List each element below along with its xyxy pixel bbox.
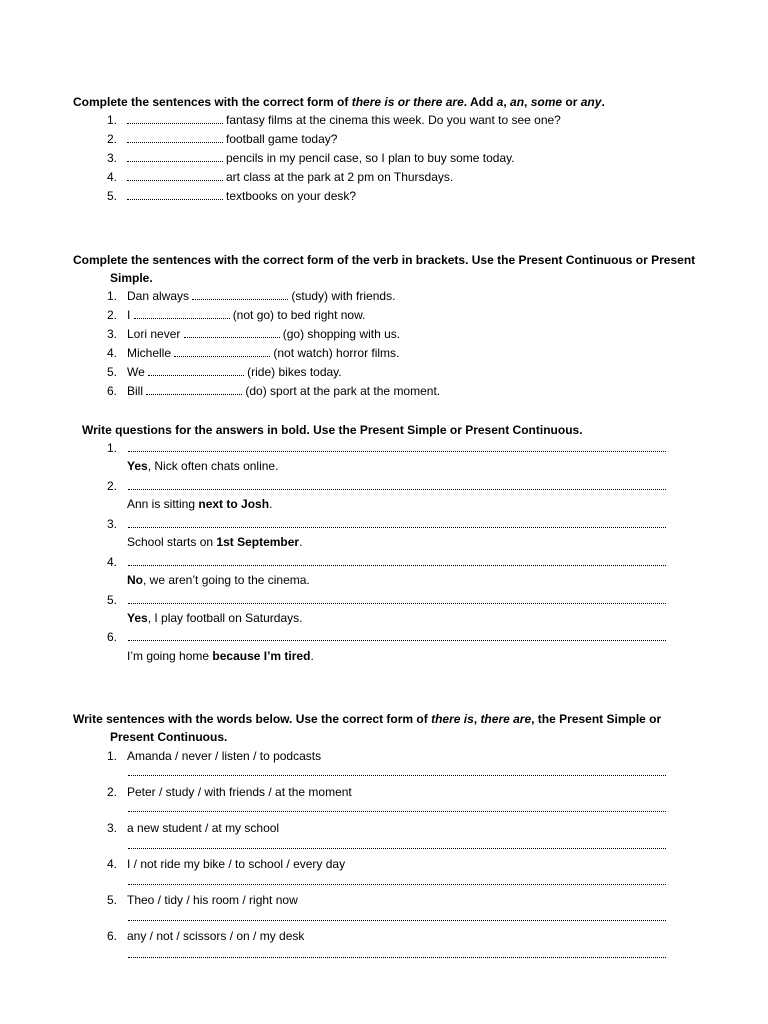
item-text: football game today?	[226, 132, 338, 146]
list-item	[107, 308, 365, 323]
heading-italic: there is or there are	[351, 95, 464, 109]
answer-line[interactable]	[128, 640, 666, 641]
item-text: (study) with friends.	[291, 289, 396, 303]
item-number: 6.	[107, 929, 118, 943]
heading-text: ,	[473, 712, 481, 726]
list-item	[107, 327, 400, 342]
item-text: Peter / study / with friends / at the moment	[127, 785, 352, 799]
item-number: 1.	[107, 441, 118, 455]
item-number: 5.	[107, 365, 118, 379]
item-text: Theo / tidy / his room / right now	[127, 893, 298, 907]
item-number: 1.	[107, 749, 118, 763]
question-number	[107, 630, 127, 645]
item-text: We	[127, 365, 145, 379]
item-number: 6.	[107, 630, 118, 644]
item-text: (go) shopping with us.	[282, 327, 401, 341]
heading-text: ,	[524, 95, 531, 109]
answer-text	[127, 573, 310, 588]
answer-bold: because I’m tired	[212, 649, 311, 663]
answer-blank[interactable]	[127, 151, 223, 162]
item-number: 4.	[107, 857, 118, 871]
answer-bold: Yes	[127, 611, 148, 625]
heading-italic: a	[496, 95, 504, 109]
heading-italic: an	[510, 95, 525, 109]
item-text: pencils in my pencil case, so I plan to buy some today.	[226, 151, 515, 165]
item-number: 1.	[107, 113, 118, 127]
item-text: (ride) bikes today.	[247, 365, 342, 379]
answer-bold: No	[127, 573, 143, 587]
answer-line[interactable]	[128, 451, 666, 452]
list-item	[107, 785, 352, 800]
answer-blank[interactable]	[127, 113, 223, 124]
item-number: 2.	[107, 479, 118, 493]
answer-plain: .	[299, 535, 303, 549]
question-number	[107, 441, 127, 456]
item-number: 2.	[107, 132, 118, 146]
list-item	[107, 893, 298, 908]
answer-blank[interactable]	[184, 327, 280, 338]
item-number: 4.	[107, 170, 118, 184]
item-text: (not go) to bed right now.	[232, 308, 366, 322]
item-text: Lori never	[127, 327, 181, 341]
heading-italic: there are	[480, 712, 532, 726]
answer-blank[interactable]	[148, 365, 244, 376]
list-item	[107, 151, 515, 166]
item-number: 5.	[107, 593, 118, 607]
heading-italic: there is	[431, 712, 474, 726]
list-item	[107, 929, 304, 944]
list-item	[107, 189, 356, 204]
answer-blank[interactable]	[174, 346, 270, 357]
item-number: 4.	[107, 555, 118, 569]
answer-line[interactable]	[128, 884, 666, 885]
answer-line[interactable]	[128, 920, 666, 921]
item-text: textbooks on your desk?	[226, 189, 357, 203]
answer-line[interactable]	[128, 811, 666, 812]
item-number: 2.	[107, 785, 118, 799]
answer-blank[interactable]	[134, 308, 230, 319]
answer-bold: 1st September	[216, 535, 300, 549]
item-number: 3.	[107, 327, 118, 341]
answer-text	[127, 611, 302, 626]
heading-text: Complete the sentences with the correct form of the verb in brackets. Use the Present Continuous or Present	[73, 253, 696, 267]
answer-blank[interactable]	[192, 289, 288, 300]
item-text: Dan always	[127, 289, 190, 303]
item-text: I	[127, 308, 131, 322]
answer-blank[interactable]	[146, 384, 242, 395]
item-number: 5.	[107, 189, 118, 203]
heading-text: .	[601, 95, 605, 109]
list-item	[107, 857, 345, 872]
item-number: 4.	[107, 346, 118, 360]
item-number: 2.	[107, 308, 118, 322]
question-number	[107, 479, 127, 494]
list-item	[107, 289, 395, 304]
list-item	[107, 132, 337, 147]
heading-text: Simple.	[110, 271, 153, 285]
list-item	[107, 384, 440, 399]
item-number: 3.	[107, 151, 118, 165]
answer-plain: , I play football on Saturdays.	[147, 611, 303, 625]
item-number: 3.	[107, 821, 118, 835]
answer-line[interactable]	[128, 848, 666, 849]
heading-text: . Add	[463, 95, 497, 109]
answer-blank[interactable]	[127, 132, 223, 143]
heading-text: , the Present Simple or	[531, 712, 662, 726]
section4-heading	[73, 710, 661, 746]
question-number	[107, 593, 127, 608]
item-text: Bill	[127, 384, 144, 398]
answer-plain: .	[269, 497, 273, 511]
item-text: I / not ride my bike / to school / every day	[127, 857, 346, 871]
answer-line[interactable]	[128, 489, 666, 490]
answer-plain: I’m going home	[127, 649, 213, 663]
heading-text: Write questions for the answers in bold. Use the Present Simple or Present Continuous.	[82, 423, 583, 437]
answer-blank[interactable]	[127, 189, 223, 200]
list-item	[107, 365, 342, 380]
answer-plain: .	[310, 649, 314, 663]
answer-bold: next to Josh	[198, 497, 270, 511]
item-text: a new student / at my school	[127, 821, 280, 835]
answer-line[interactable]	[128, 957, 666, 958]
item-text: Michelle	[127, 346, 172, 360]
list-item	[107, 821, 279, 836]
answer-plain: Ann is sitting	[127, 497, 199, 511]
answer-line[interactable]	[128, 565, 666, 566]
section3-heading	[82, 421, 583, 439]
answer-text	[127, 497, 272, 512]
answer-plain: School starts on	[127, 535, 217, 549]
answer-line[interactable]	[128, 775, 666, 776]
answer-blank[interactable]	[127, 170, 223, 181]
heading-text: ,	[503, 95, 511, 109]
item-text: art class at the park at 2 pm on Thursdays.	[226, 170, 454, 184]
answer-text	[127, 649, 314, 664]
heading-text: Complete the sentences with the correct form of	[73, 95, 352, 109]
item-number: 6.	[107, 384, 118, 398]
list-item	[107, 749, 321, 764]
answer-bold: Yes	[127, 459, 148, 473]
item-text: Amanda / never / listen / to podcasts	[127, 749, 322, 763]
item-text: (do) sport at the park at the moment.	[245, 384, 441, 398]
question-number	[107, 517, 127, 532]
item-text: (not watch) horror films.	[273, 346, 400, 360]
list-item	[107, 346, 399, 361]
item-number: 3.	[107, 517, 118, 531]
answer-plain: , we aren’t going to the cinema.	[143, 573, 310, 587]
answer-line[interactable]	[128, 527, 666, 528]
item-text: fantasy films at the cinema this week. Do you want to see one?	[226, 113, 561, 127]
item-text: any / not / scissors / on / my desk	[127, 929, 305, 943]
answer-text	[127, 459, 278, 474]
heading-text: Present Continuous.	[110, 730, 228, 744]
answer-text	[127, 535, 302, 550]
item-number: 5.	[107, 893, 118, 907]
heading-italic: any	[580, 95, 602, 109]
list-item	[107, 113, 561, 128]
heading-text: Write sentences with the words below. Use the correct form of	[73, 712, 432, 726]
section1-heading	[73, 93, 605, 111]
section2-heading	[73, 251, 695, 287]
list-item	[107, 170, 453, 185]
question-number	[107, 555, 127, 570]
answer-line[interactable]	[128, 603, 666, 604]
answer-plain: , Nick often chats online.	[147, 459, 279, 473]
item-number: 1.	[107, 289, 118, 303]
heading-italic: some	[530, 95, 563, 109]
heading-text: or	[562, 95, 581, 109]
